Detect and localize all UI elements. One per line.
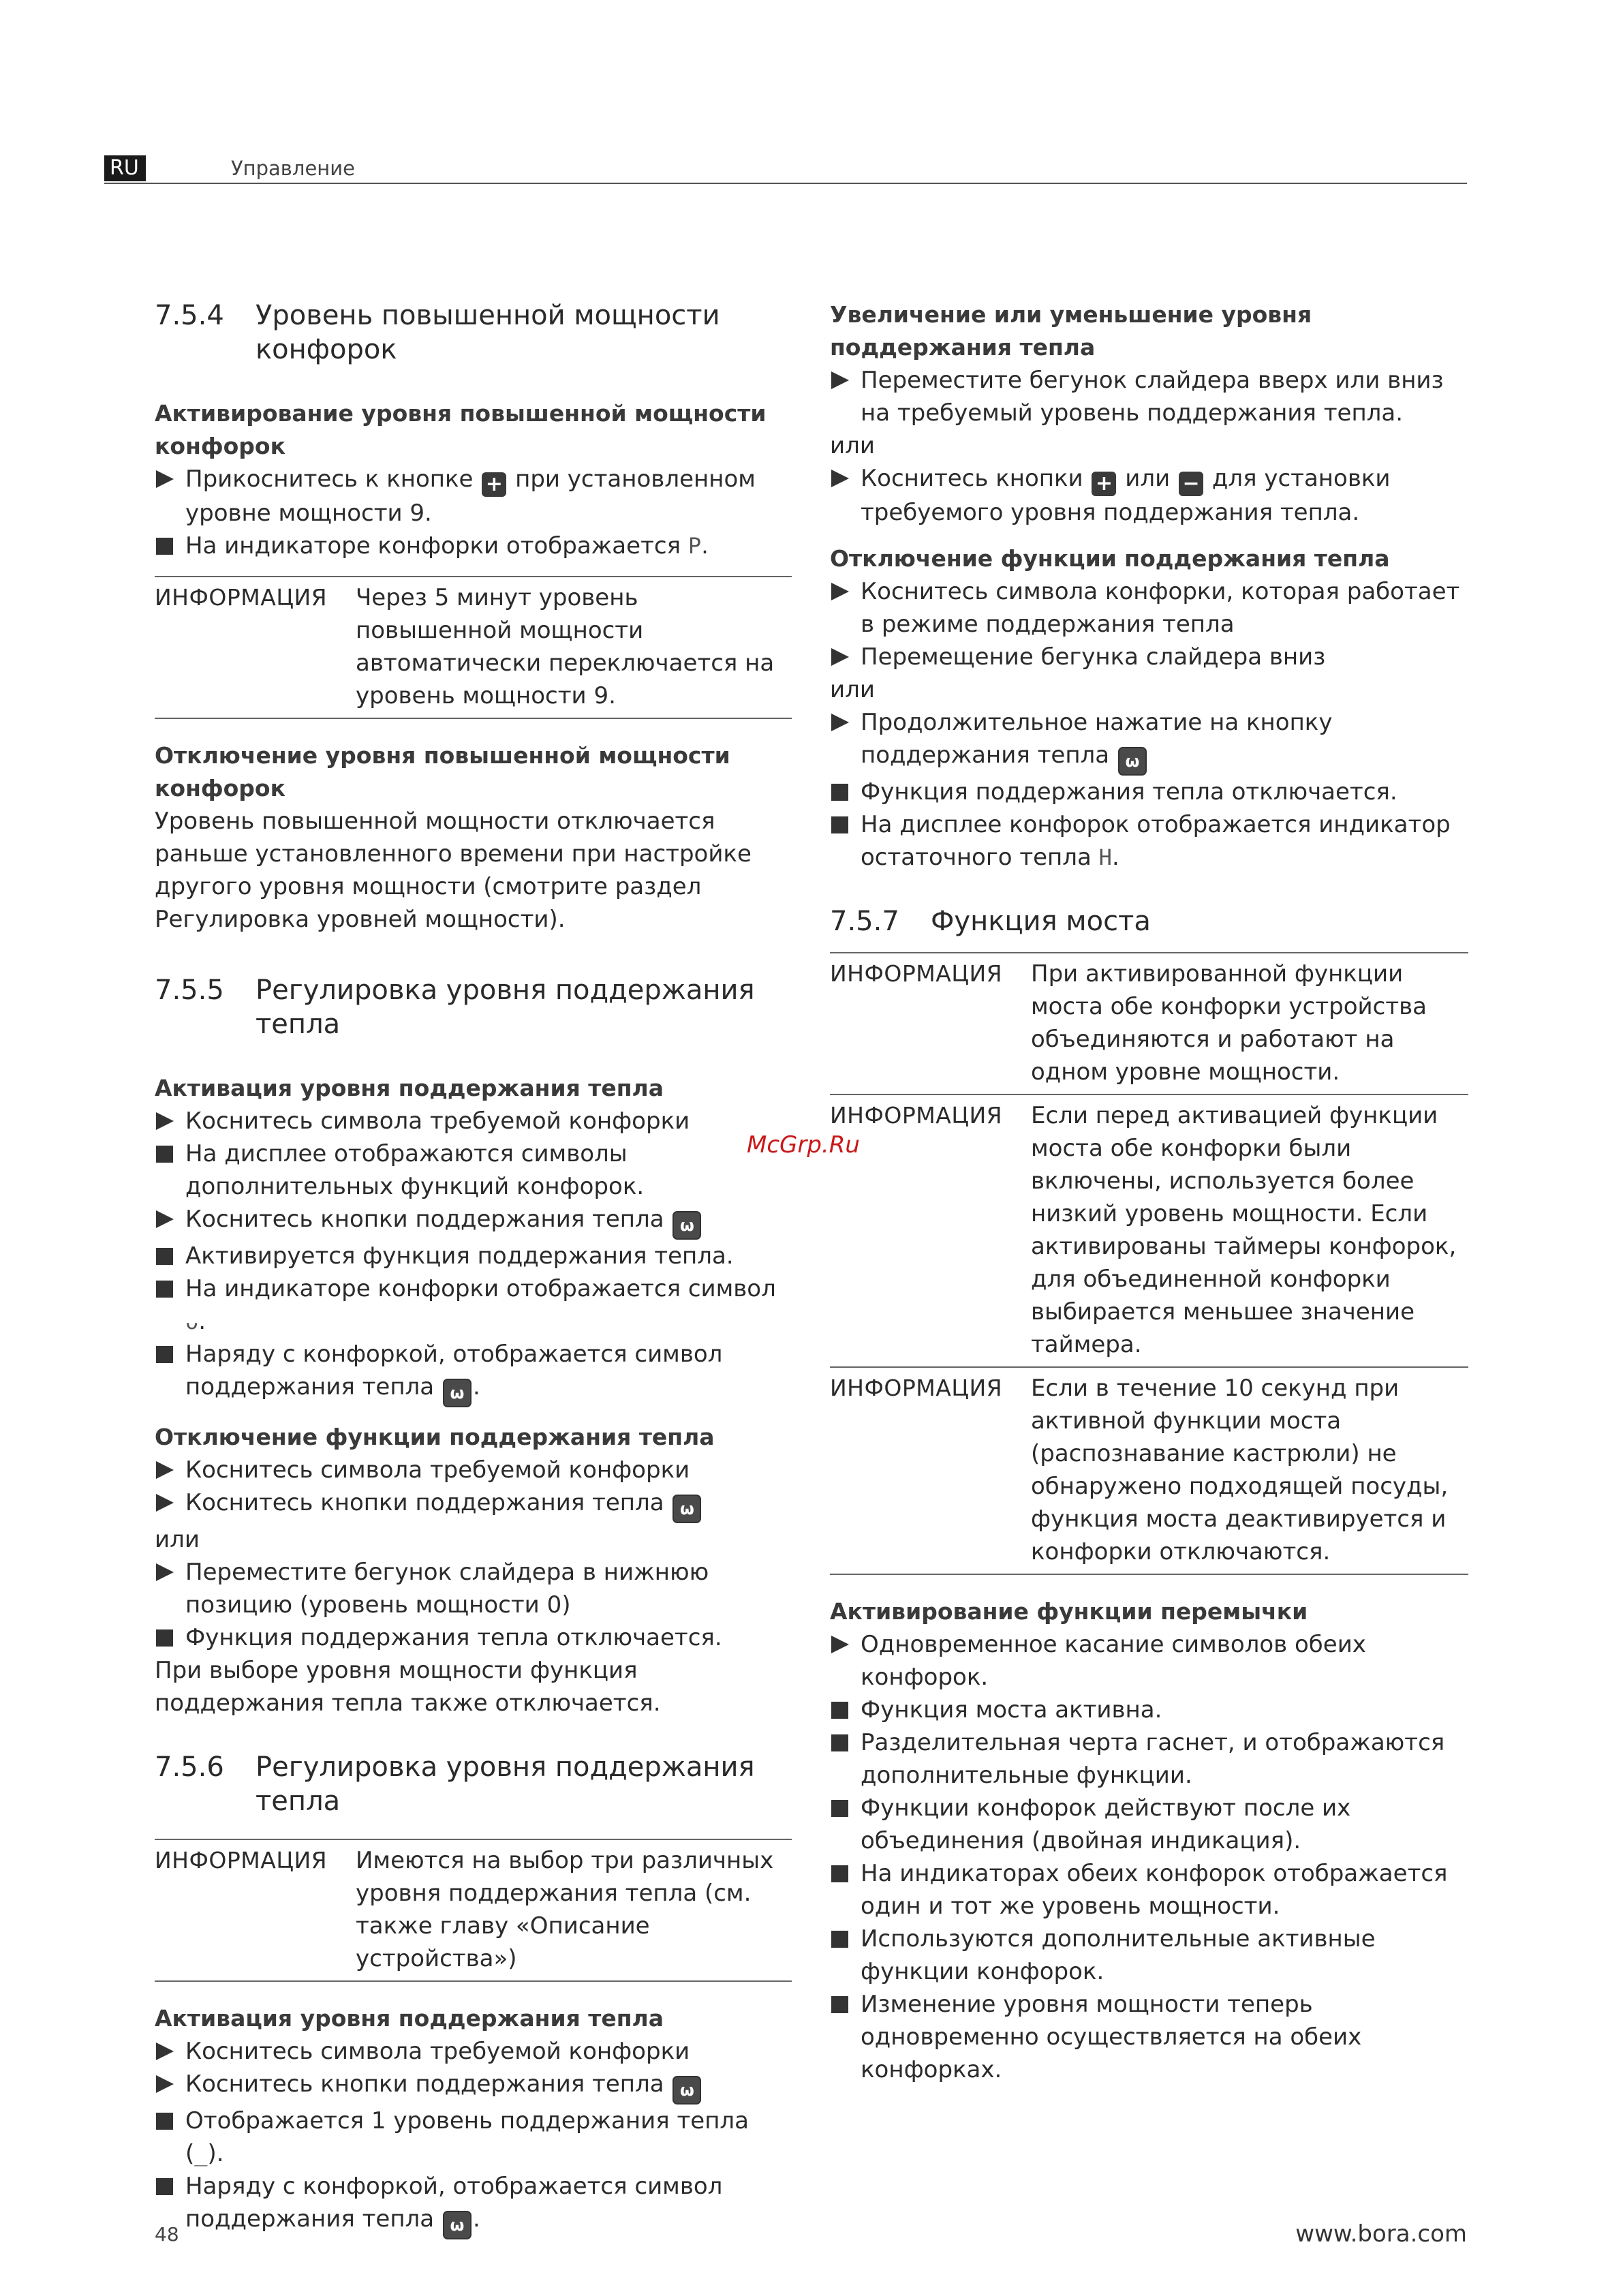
subheading: Отключение функции поддержания тепла bbox=[155, 1424, 715, 1450]
language-badge: RU bbox=[104, 155, 146, 181]
result-item: На дисплее конфорок отображается индикатор остаточного тепла H. bbox=[830, 808, 1468, 874]
result-item: Отображается 1 уровень поддержания тепла (_). bbox=[155, 2104, 792, 2170]
section-heading-7-5-7: 7.5.7 Функция моста bbox=[830, 906, 1151, 937]
result-item: Функция поддержания тепла отключается. bbox=[155, 1621, 792, 1654]
boost-symbol: P bbox=[687, 533, 702, 559]
info-box: ИНФОРМАЦИЯ Если в течение 10 секунд при активной функции моста (распознавание кастрюли) не обнаружено подходящей посуды, функция моста деактивируется и конфорки отключаются. bbox=[830, 1368, 1468, 1575]
instruction-step: Переместите бегунок слайдера вверх или вниз на требуемый уровень поддержания тепла. bbox=[830, 364, 1468, 429]
instruction-step: Коснитесь кнопки поддержания тепла ω bbox=[155, 1486, 792, 1523]
page-header bbox=[104, 151, 1467, 184]
result-item: Используются дополнительные активные функции конфорок. bbox=[830, 1923, 1468, 1988]
result-item: Наряду с конфоркой, отображается символ поддержания тепла ω . bbox=[155, 2170, 792, 2239]
instruction-step: Коснитесь кнопки поддержания тепла ω bbox=[155, 2068, 792, 2104]
subheading: Увеличение или уменьшение уровня поддержания тепла bbox=[830, 301, 1312, 361]
right-column bbox=[830, 299, 1468, 2086]
subheading: Активирование уровня повышенной мощности конфорок bbox=[155, 400, 767, 459]
paragraph: Уровень повышенной мощности отключается раньше установленного времени при настройке другого уровня мощности (смотрите раздел Регулировка уровней мощности). bbox=[155, 808, 752, 933]
result-item: Активируется функция поддержания тепла. bbox=[155, 1240, 792, 1272]
or-separator: или bbox=[155, 1526, 200, 1553]
keep-warm-icon: ω bbox=[1118, 747, 1147, 776]
keep-warm-icon: ω bbox=[673, 2076, 701, 2104]
subheading: Активация уровня поддержания тепла bbox=[155, 2005, 664, 2032]
or-separator: или bbox=[830, 676, 875, 703]
instruction-step: Коснитесь символа требуемой конфорки bbox=[155, 1454, 792, 1486]
result-item: Разделительная черта гаснет, и отображаются дополнительные функции. bbox=[830, 1726, 1468, 1792]
info-box: ИНФОРМАЦИЯ Имеются на выбор три различных уровня поддержания тепла (см. также главу «Описание устройства») bbox=[155, 1839, 792, 1982]
watermark: McGrp.Ru bbox=[747, 1131, 860, 1159]
subheading: Активация уровня поддержания тепла bbox=[155, 1075, 664, 1101]
or-separator: или bbox=[830, 432, 875, 459]
section-heading-7-5-4: 7.5.4 Уровень повышенной мощности конфорок bbox=[155, 300, 720, 365]
plus-icon: + bbox=[482, 472, 506, 497]
instruction-step: Коснитесь кнопки поддержания тепла ω bbox=[155, 1203, 792, 1240]
result-item: Наряду с конфоркой, отображается символ поддержания тепла ω . bbox=[155, 1338, 792, 1407]
subheading: Отключение уровня повышенной мощности конфорок bbox=[155, 742, 730, 801]
keep-warm-icon: ω bbox=[673, 1495, 701, 1523]
result-item: Изменение уровня мощности теперь одновременно осуществляется на обеих конфорках. bbox=[830, 1988, 1468, 2086]
result-item: Функции конфорок действуют после их объединения (двойная индикация). bbox=[830, 1792, 1468, 1857]
keep-warm-icon: ω bbox=[443, 1379, 472, 1407]
instruction-step: Коснитесь символа конфорки, которая работает в режиме поддержания тепла bbox=[830, 575, 1468, 641]
keep-warm-symbol: ᴗ bbox=[185, 1308, 199, 1334]
instruction-step: Коснитесь символа требуемой конфорки bbox=[155, 2035, 792, 2068]
result-item: На индикаторах обеих конфорок отображается один и тот же уровень мощности. bbox=[830, 1857, 1468, 1923]
header-section-title: Управление bbox=[231, 157, 355, 180]
info-box: ИНФОРМАЦИЯ Через 5 минут уровень повышенной мощности автоматически переключается на уровень мощности 9. bbox=[155, 576, 792, 719]
keep-warm-icon: ω bbox=[443, 2211, 472, 2239]
instruction-step: Коснитесь кнопки + или − для установки требуемого уровня поддержания тепла. bbox=[830, 462, 1468, 529]
keep-warm-icon: ω bbox=[673, 1211, 701, 1240]
instruction-step: Переместите бегунок слайдера в нижнюю позицию (уровень мощности 0) bbox=[155, 1556, 792, 1621]
level-one-symbol: _ bbox=[194, 2141, 208, 2167]
subheading: Отключение функции поддержания тепла bbox=[830, 545, 1390, 572]
section-heading-7-5-6: 7.5.6 Регулировка уровня поддержания тепла bbox=[155, 1751, 755, 1817]
result-item: На индикаторе конфорки отображается символ ᴗ. bbox=[155, 1272, 792, 1338]
page-number: 48 bbox=[155, 2223, 179, 2246]
minus-icon: − bbox=[1179, 472, 1203, 496]
instruction-step: Перемещение бегунка слайдера вниз bbox=[830, 641, 1468, 673]
plus-icon: + bbox=[1092, 472, 1116, 496]
subheading: Активирование функции перемычки bbox=[830, 1598, 1308, 1625]
result-item: На дисплее отображаются символы дополнительных функций конфорок. bbox=[155, 1137, 792, 1203]
result-item: Функция поддержания тепла отключается. bbox=[830, 776, 1468, 808]
instruction-step: Прикоснитесь к кнопке + при установленном уровне мощности 9. bbox=[155, 463, 792, 530]
instruction-step: Продолжительное нажатие на кнопку поддержания тепла ω bbox=[830, 706, 1468, 776]
instruction-step: Коснитесь символа требуемой конфорки bbox=[155, 1105, 792, 1137]
result-item: На индикаторе конфорки отображается P. bbox=[155, 530, 792, 562]
info-box: ИНФОРМАЦИЯ При активированной функции моста обе конфорки устройства объединяются и работают на одном уровне мощности. bbox=[830, 952, 1468, 1095]
info-box: ИНФОРМАЦИЯ Если перед активацией функции моста обе конфорки были включены, используется более низкий уровень мощности. Если активированы таймеры конфорок, для объединенной конфорки выбирается меньшее значение таймера. bbox=[830, 1095, 1468, 1368]
left-column bbox=[155, 299, 792, 2239]
result-item: Функция моста активна. bbox=[830, 1694, 1468, 1726]
instruction-step: Одновременное касание символов обеих конфорок. bbox=[830, 1628, 1468, 1694]
section-heading-7-5-5: 7.5.5 Регулировка уровня поддержания тепла bbox=[155, 975, 755, 1040]
paragraph: При выборе уровня мощности функция поддержания тепла также отключается. bbox=[155, 1657, 661, 1717]
footer-url: www.bora.com bbox=[1295, 2220, 1467, 2248]
residual-heat-symbol: H bbox=[1098, 844, 1112, 870]
